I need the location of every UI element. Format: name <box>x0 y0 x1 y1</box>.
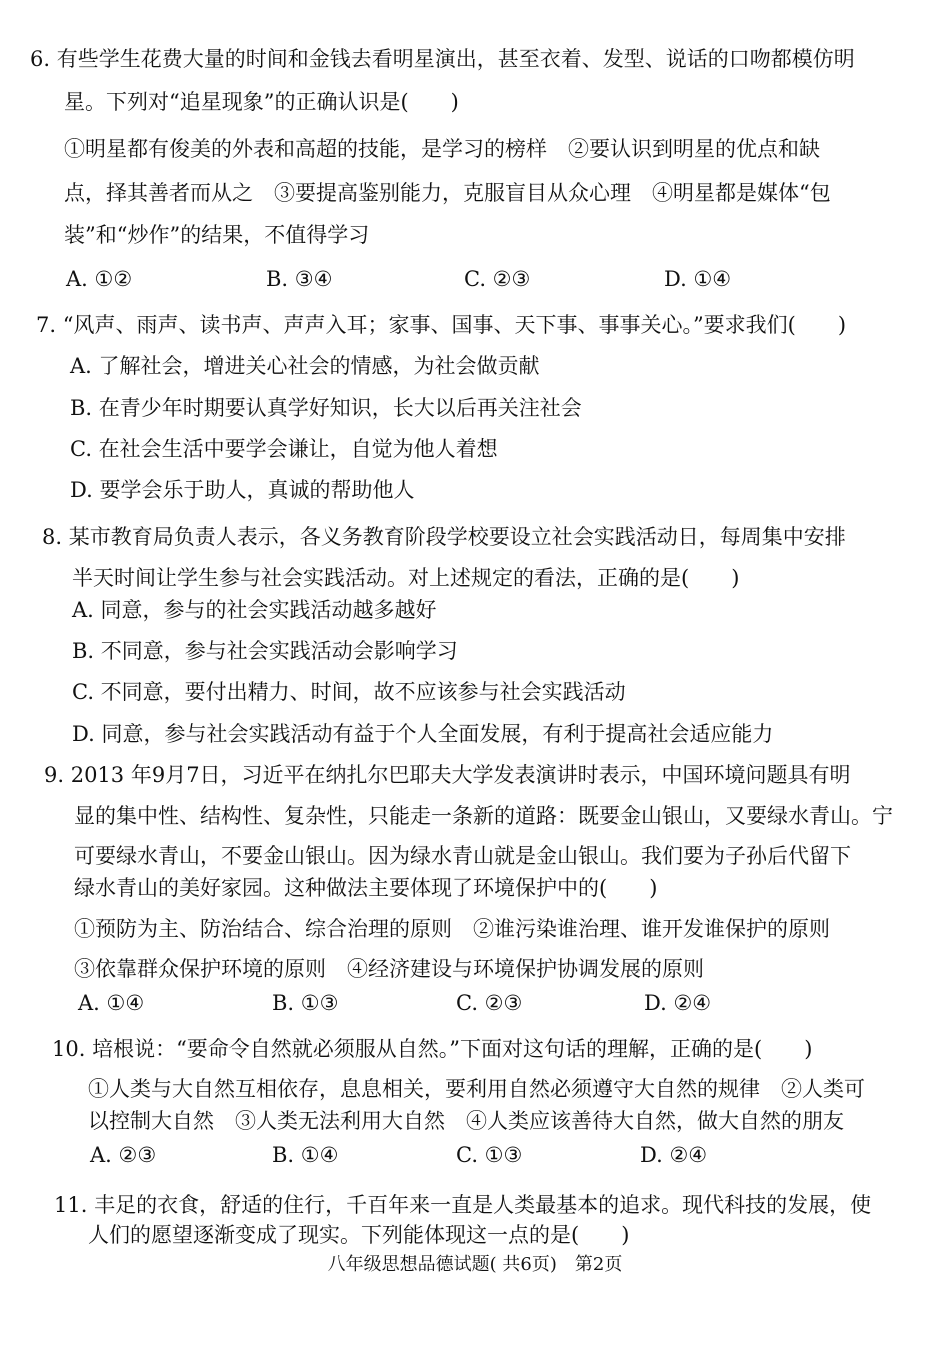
question-8-option-a: A. 同意，参与的社会实践活动越多越好 <box>72 598 437 622</box>
question-9-line-4: 绿水青山的美好家园。这种做法主要体现了环境保护中的( ) <box>74 876 658 900</box>
question-10-option-c: C. ①③ <box>456 1143 523 1167</box>
question-8-option-c: C. 不同意，要付出精力、时间，故不应该参与社会实践活动 <box>72 680 626 704</box>
question-10-option-d: D. ②④ <box>640 1143 708 1167</box>
question-9-line-2: 显的集中性、结构性、复杂性，只能走一条新的道路：既要金山银山，又要绿水青山。宁 <box>74 804 893 828</box>
question-6-line-1: 6. 有些学生花费大量的时间和金钱去看明星演出，甚至衣着、发型、说话的口吻都模仿明 <box>30 47 855 71</box>
question-6-line-5: 装”和“炒作”的结果，不值得学习 <box>64 223 370 247</box>
question-9-line-3: 可要绿水青山，不要金山银山。因为绿水青山就是金山银山。我们要为子孙后代留下 <box>74 844 851 868</box>
question-7-stem: 7. “风声、雨声、读书声、声声入耳；家事、国事、天下事、事事关心。”要求我们( ) <box>36 313 847 337</box>
question-9-option-a: A. ①④ <box>78 991 145 1015</box>
question-8-option-b: B. 不同意，参与社会实践活动会影响学习 <box>72 639 458 663</box>
question-7-option-d: D. 要学会乐于助人，真诚的帮助他人 <box>70 478 415 502</box>
question-10-option-a: A. ②③ <box>90 1143 157 1167</box>
page-footer: 八年级思想品德试题( 共6页) 第2页 <box>327 1254 623 1275</box>
question-6-option-b: B. ③④ <box>266 267 333 291</box>
question-9-line-1: 9. 2013 年9月7日，习近平在纳扎尔巴耶夫大学发表演讲时表示，中国环境问题具有明 <box>44 763 851 787</box>
question-9-option-b: B. ①③ <box>272 991 339 1015</box>
question-10-line-1: 10. 培根说：“要命令自然就必须服从自然。”下面对这句话的理解，正确的是( ) <box>52 1037 813 1061</box>
question-6-option-d: D. ①④ <box>664 267 732 291</box>
question-10-line-3: 以控制大自然 ③人类无法利用大自然 ④人类应该善待大自然，做大自然的朋友 <box>88 1109 844 1133</box>
question-11-line-2: 人们的愿望逐渐变成了现实。下列能体现这一点的是( ) <box>88 1223 630 1247</box>
question-6-option-c: C. ②③ <box>464 267 531 291</box>
question-9-option-d: D. ②④ <box>644 991 712 1015</box>
question-7-option-c: C. 在社会生活中要学会谦让，自觉为他人着想 <box>70 437 498 461</box>
question-6-line-3: ①明星都有俊美的外表和高超的技能，是学习的榜样 ②要认识到明星的优点和缺 <box>64 137 820 161</box>
question-11-line-1: 11. 丰足的衣食，舒适的住行，千百年来一直是人类最基本的追求。现代科技的发展，使 <box>54 1193 872 1217</box>
question-6-line-2: 星。下列对“追星现象”的正确认识是( ) <box>64 90 459 114</box>
question-6-option-a: A. ①② <box>66 267 133 291</box>
question-8-line-2: 半天时间让学生参与社会实践活动。对上述规定的看法，正确的是( ) <box>72 566 740 590</box>
question-9-line-5: ①预防为主、防治结合、综合治理的原则 ②谁污染谁治理、谁开发谁保护的原则 <box>74 917 830 941</box>
question-8-line-1: 8. 某市教育局负责人表示，各义务教育阶段学校要设立社会实践活动日，每周集中安排 <box>42 525 846 549</box>
question-7-option-b: B. 在青少年时期要认真学好知识，长大以后再关注社会 <box>70 396 582 420</box>
question-7-option-a: A. 了解社会，增进关心社会的情感，为社会做贡献 <box>70 354 540 378</box>
question-10-option-b: B. ①④ <box>272 1143 339 1167</box>
question-9-line-6: ③依靠群众保护环境的原则 ④经济建设与环境保护协调发展的原则 <box>74 957 704 981</box>
question-6-line-4: 点，择其善者而从之 ③要提高鉴别能力，克服盲目从众心理 ④明星都是媒体“包 <box>64 181 831 205</box>
question-9-option-c: C. ②③ <box>456 991 523 1015</box>
question-8-option-d: D. 同意，参与社会实践活动有益于个人全面发展，有利于提高社会适应能力 <box>72 722 774 746</box>
question-10-line-2: ①人类与大自然互相依存，息息相关，要利用自然必须遵守大自然的规律 ②人类可 <box>88 1077 865 1101</box>
